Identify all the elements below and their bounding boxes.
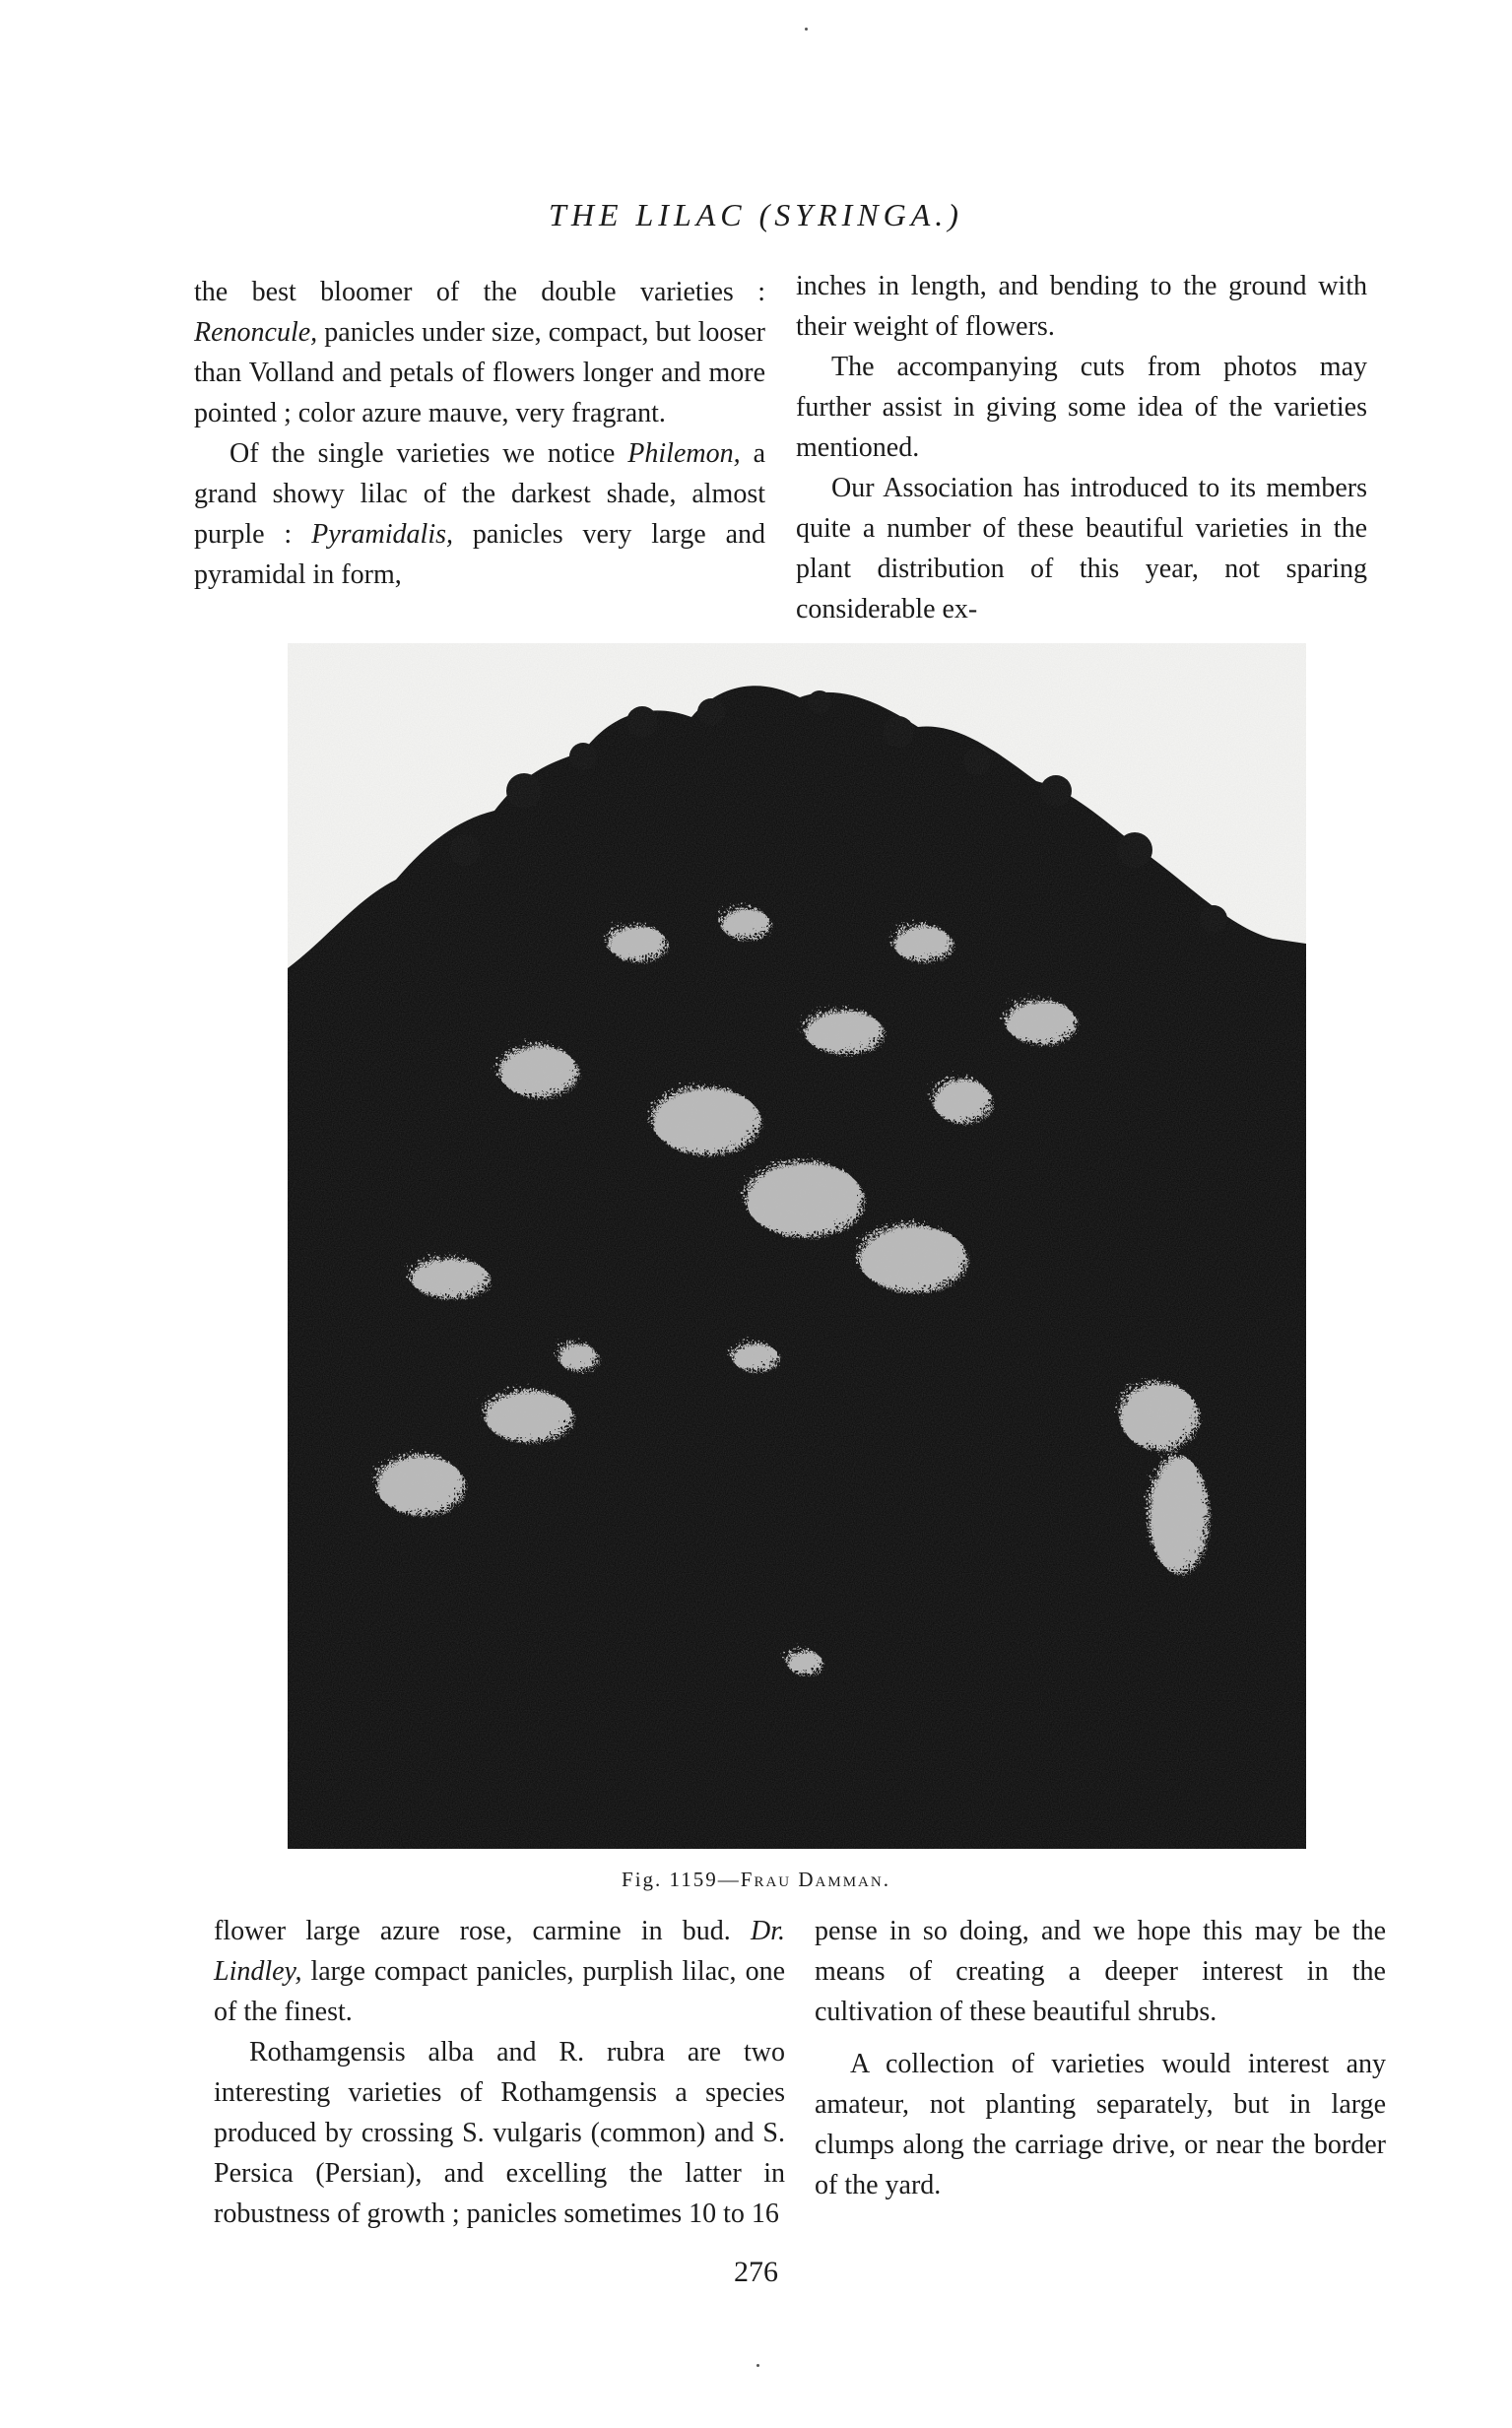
paragraph: pense in so doing, and we hope this may be the means of creating a deeper interest in the cultivation of these beautiful shrubs. bbox=[815, 1916, 1386, 2027]
paragraph bbox=[194, 272, 765, 433]
running-title: THE LILAC (SYRINGA.) bbox=[549, 197, 963, 232]
variety-name: Dr. Lindley, bbox=[214, 1916, 785, 1987]
figure-caption bbox=[0, 1868, 1512, 1892]
text-run: the best bloomer of the double varieties : bbox=[194, 277, 765, 307]
text-run: panicles very large and pyramidal in form, bbox=[194, 519, 766, 590]
paragraph bbox=[214, 1911, 785, 2032]
text-column-bottom-right bbox=[815, 1911, 1386, 2205]
figure-title: Frau Damman. bbox=[740, 1868, 890, 1891]
text-column-top-left bbox=[194, 272, 765, 595]
page-number: 276 bbox=[734, 2256, 778, 2288]
text-column-bottom-left bbox=[214, 1911, 785, 2234]
variety-name: Pyramidalis, bbox=[311, 519, 454, 550]
variety-name: Renoncule, bbox=[194, 317, 318, 348]
text-run: flower large azure rose, carmine in bud. bbox=[214, 1916, 751, 1946]
paragraph: Our Association has introduced to its members quite a number of these beautiful varieties in the plant distribution of this year, not sparing considerable ex- bbox=[796, 473, 1367, 624]
figure-separator: — bbox=[717, 1868, 741, 1891]
variety-name: Philemon, bbox=[627, 438, 741, 469]
text-column-top-right bbox=[796, 266, 1367, 629]
paragraph: The accompanying cuts from photos may further assist in giving some idea of the varieties mentioned. bbox=[796, 352, 1367, 463]
text-run: large compact panicles, purplish lilac, one of the finest. bbox=[214, 1956, 785, 2027]
text-run: Of the single varieties we notice bbox=[230, 438, 628, 469]
figure-label: Fig. bbox=[622, 1868, 663, 1891]
figure-number: 1159 bbox=[669, 1868, 718, 1891]
print-speck bbox=[756, 2364, 759, 2367]
text-run: a grand showy lilac of the darkest shade, almost purple : bbox=[194, 438, 765, 550]
paragraph: inches in length, and bending to the ground with their weight of flowers. bbox=[796, 271, 1367, 342]
print-speck bbox=[805, 28, 808, 31]
text-run: panicles under size, compact, but looser than Volland and petals of flowers longer and more pointed ; color azure mauve, very fragrant. bbox=[194, 317, 765, 428]
paragraph bbox=[194, 433, 765, 595]
lilac-photograph bbox=[288, 643, 1306, 1849]
paragraph: Rothamgensis alba and R. rubra are two interesting varieties of Rothamgensis a species produced by crossing S. vulgaris (common) and S. Persica (Persian), and excelling the latter in robustness of growth ; panicles sometimes 10 to 16 bbox=[214, 2037, 785, 2229]
paragraph: A collection of varieties would interest any amateur, not planting separately, but in large clumps along the carriage drive, or near the border of the yard. bbox=[815, 2049, 1386, 2200]
